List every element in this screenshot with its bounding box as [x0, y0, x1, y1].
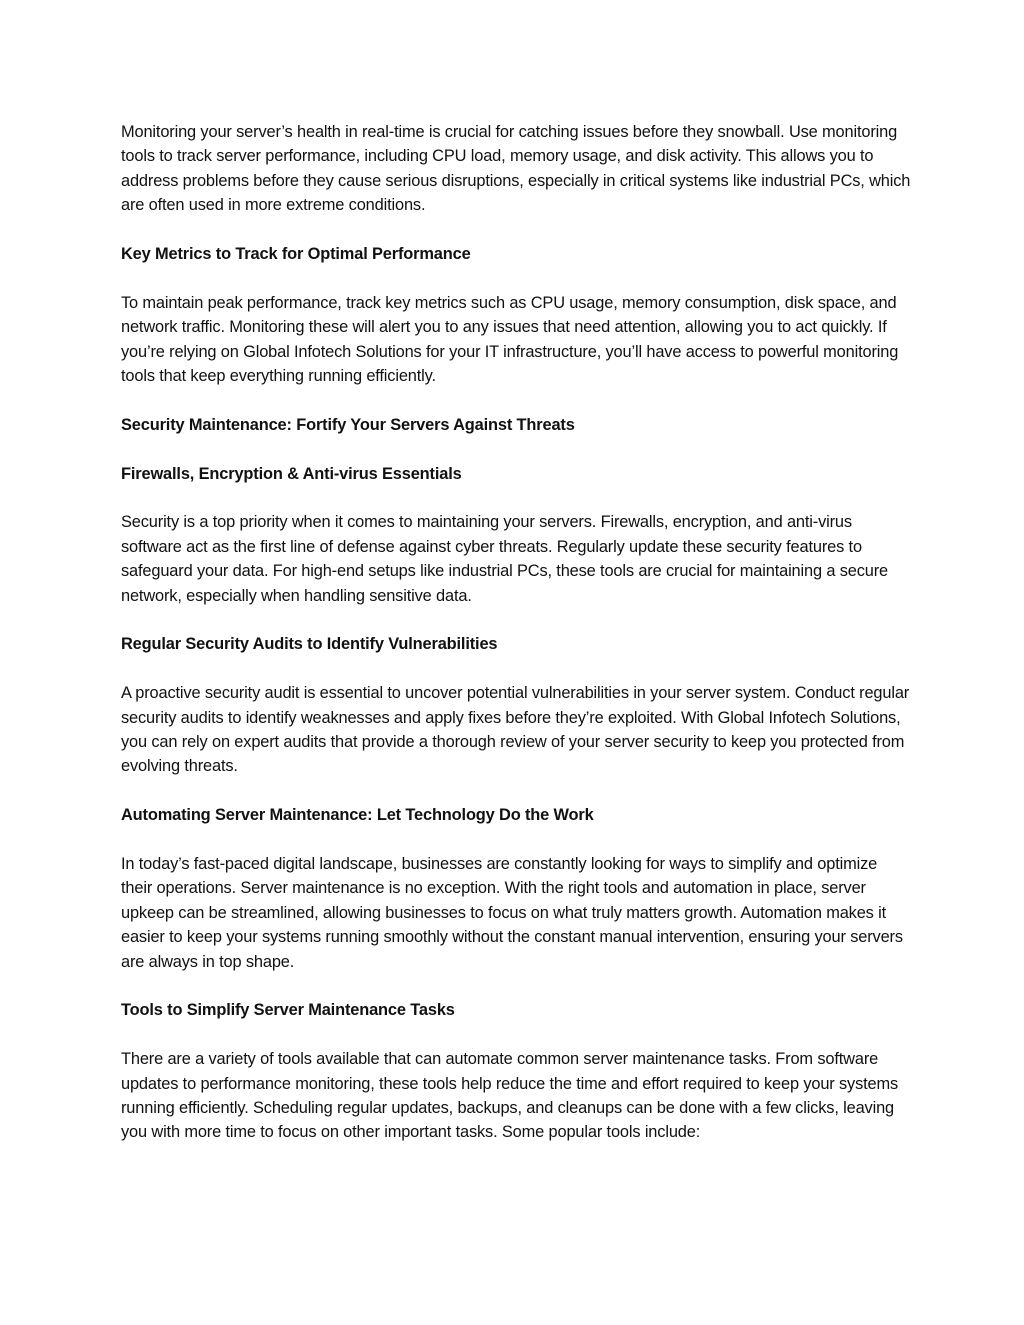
- heading-security-audits: Regular Security Audits to Identify Vulnerabilities: [121, 635, 498, 654]
- heading-security-maintenance: Security Maintenance: Fortify Your Servers Against Threats: [121, 415, 575, 434]
- document-page: [121, 120, 911, 1169]
- paragraph-tools: There are a variety of tools available that can automate common server maintenance tasks. From software updates to performance monitoring, these tools help reduce the time and effort required to keep your systems running efficiently. Scheduling regular updates, backups, and cleanups can be done with a few clicks, leaving you with more time to focus on other important tasks. Some popular tools include:: [121, 1050, 899, 1142]
- heading-firewalls: Firewalls, Encryption & Anti-virus Essentials: [121, 464, 462, 483]
- paragraph-monitoring-intro: Monitoring your server’s health in real-time is crucial for catching issues before they snowball. Use monitoring tools to track server performance, including CPU load, memory usage, and disk activity. This allows you to address problems before they cause serious disruptions, especially in critical systems like industrial PCs, which are often used in more extreme conditions.: [121, 123, 911, 215]
- paragraph-automating-maintenance: In today’s fast-paced digital landscape, businesses are constantly looking for ways to simplify and optimize their operations. Server maintenance is no exception. With the right tools and automation in place, server upkeep can be streamlined, allowing businesses to focus on what truly matters growth. Automation makes it easier to keep your systems running smoothly without the constant manual intervention, ensuring your servers are always in top shape.: [121, 855, 903, 971]
- heading-key-metrics: Key Metrics to Track for Optimal Performance: [121, 245, 471, 264]
- paragraph-firewalls: Security is a top priority when it comes to maintaining your servers. Firewalls, encryption, and anti-virus software act as the first line of defense against cyber threats. Regularly update these security features to safeguard your data. For high-end setups like industrial PCs, these tools are crucial for maintaining a secure network, especially when handling sensitive data.: [121, 513, 889, 605]
- paragraph-security-audits: A proactive security audit is essential to uncover potential vulnerabilities in your server system. Conduct regular security audits to identify weaknesses and apply fixes before they’re exploited. With Global Infotech Solutions, you can rely on expert audits that provide a thorough review of your server security to keep you protected from evolving threats.: [121, 684, 910, 776]
- heading-tools: Tools to Simplify Server Maintenance Tasks: [121, 1001, 455, 1020]
- heading-automating-maintenance: Automating Server Maintenance: Let Technology Do the Work: [121, 806, 594, 825]
- paragraph-key-metrics: To maintain peak performance, track key metrics such as CPU usage, memory consumption, disk space, and network traffic. Monitoring these will alert you to any issues that need attention, allowing you to act quickly. If you’re relying on Global Infotech Solutions for your IT infrastructure, you’ll have access to powerful monitoring tools that keep everything running efficiently.: [121, 293, 899, 386]
